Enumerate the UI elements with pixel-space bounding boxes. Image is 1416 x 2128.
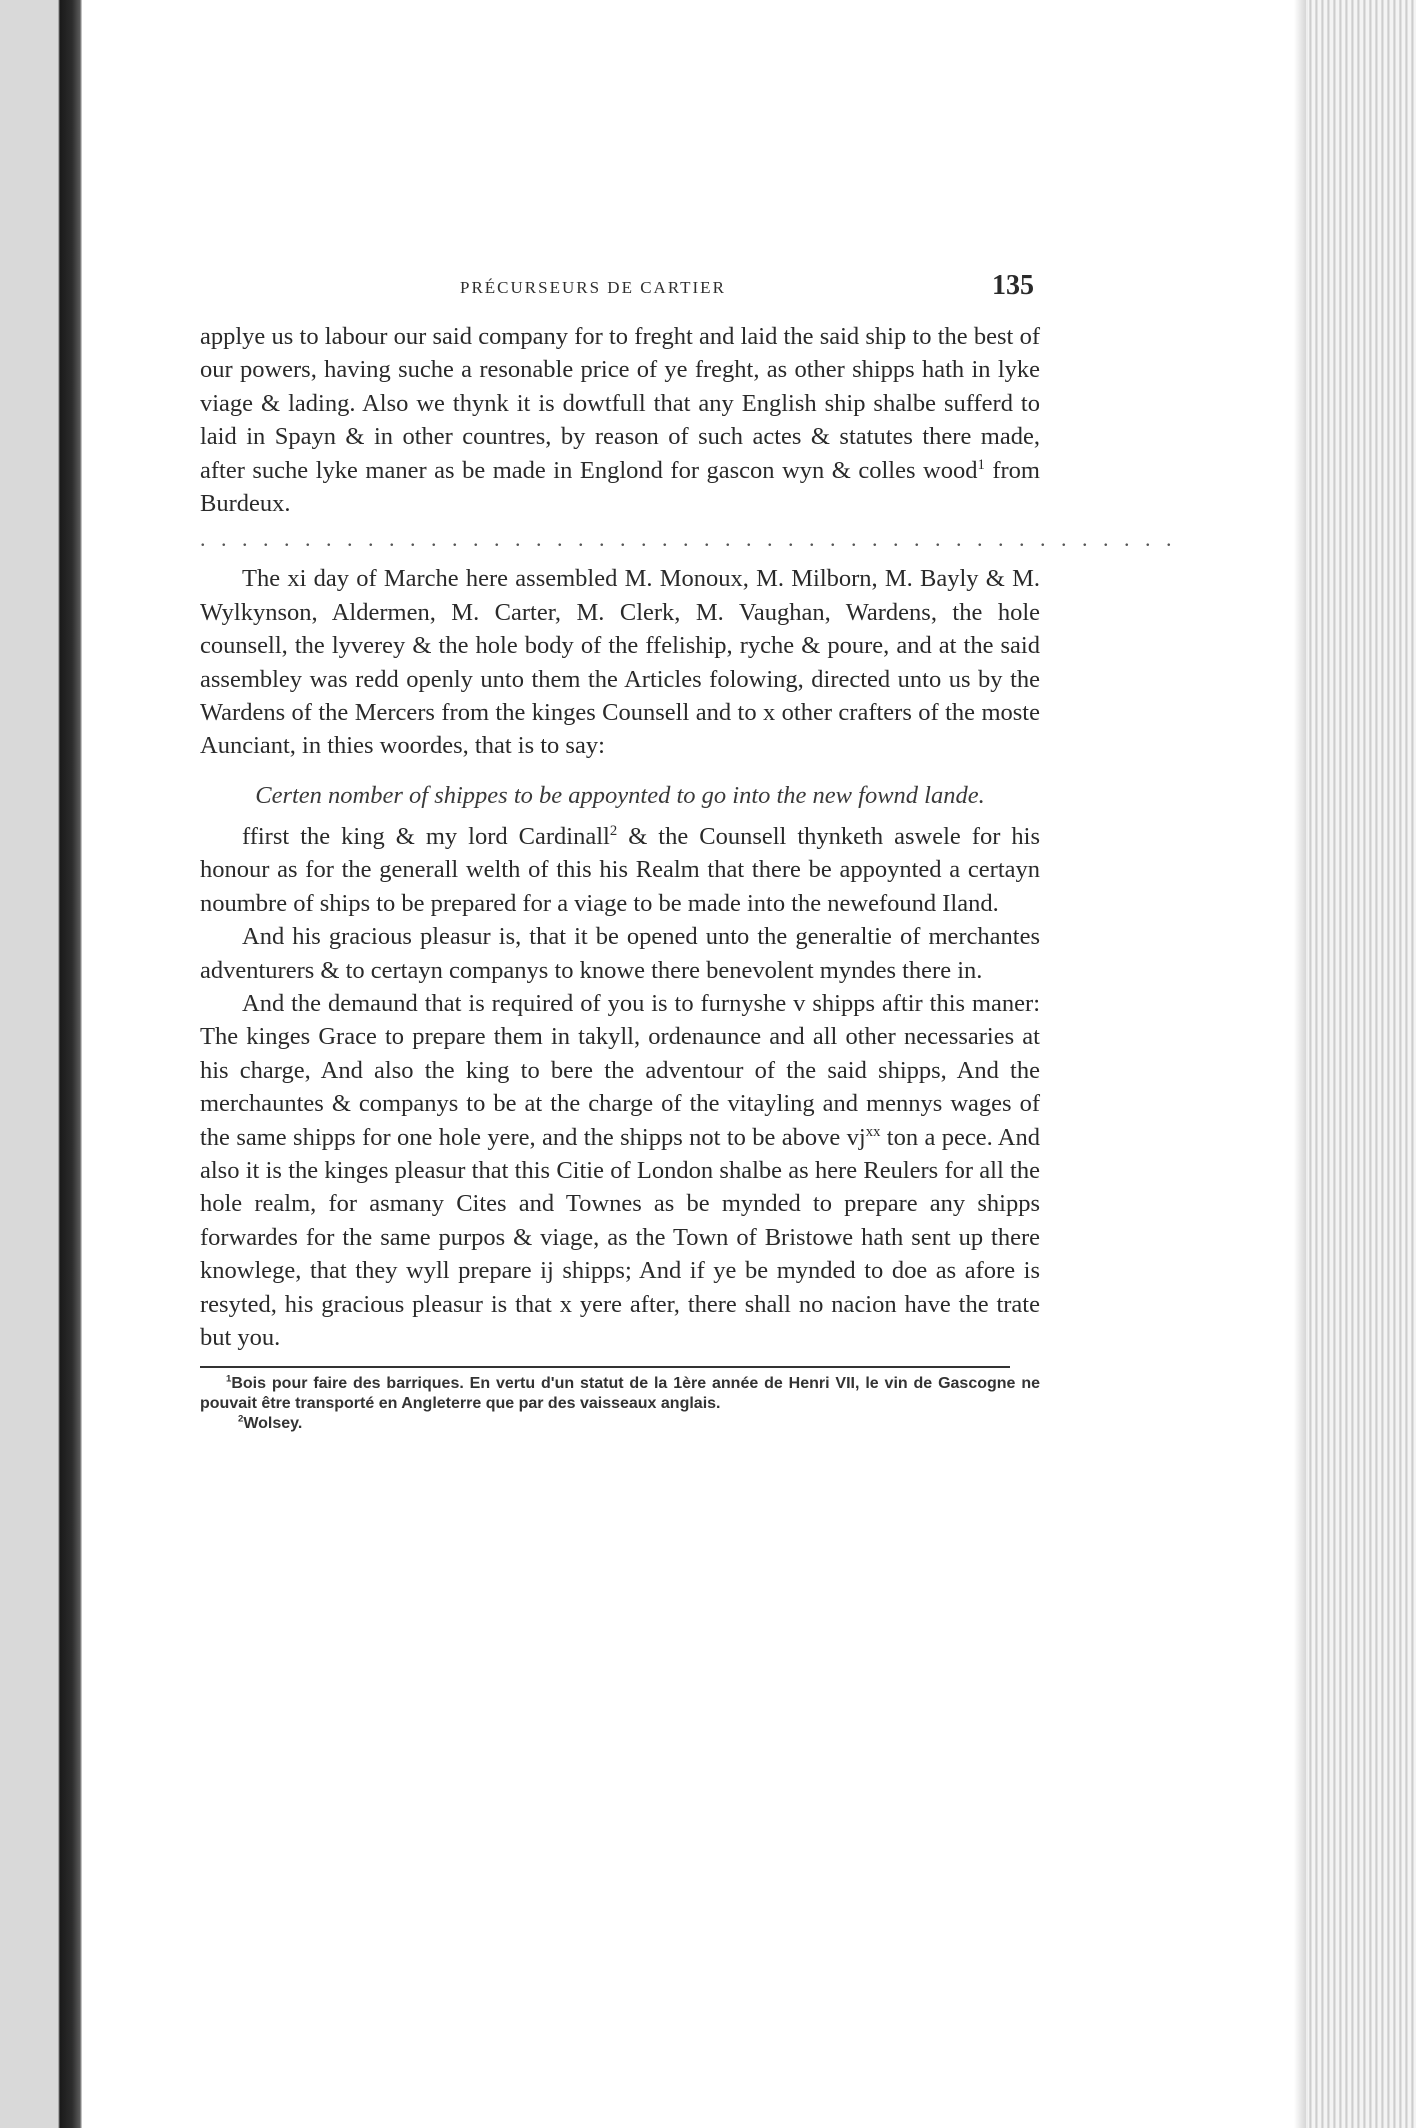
footnote-1-text: Bois pour faire des barriques. En vertu d'un statut de la 1ère année de Henri VII, le vin de Gascogne ne pouvait être transporté en Angleterre que par des vaisseaux anglais.	[200, 1375, 1040, 1413]
paragraph-1	[200, 320, 1040, 520]
paragraph-3-end: & the Counsell thynketh aswele for his honour as for the generall welth of this his Realm that there be appoynted a certayn noumbre of ships to be prepared for a viage to be made into the newefound Iland.	[200, 822, 1041, 917]
running-title: PRÉCURSEURS DE CARTIER	[460, 278, 726, 297]
running-head	[200, 270, 1040, 320]
ellipsis-line: . . . . . . . . . . . . . . . . . . . . . . . . . . . . . . . . . . . . . . . . . . . . . . .	[200, 526, 1177, 552]
footnotes	[200, 1374, 1040, 1434]
book-page	[200, 270, 1177, 1434]
paragraph-4: And his gracious pleasur is, that it be opened unto the generaltie of merchantes adventurers & to certayn companys to knowe there benevolent myndes there in.	[200, 923, 1040, 984]
paragraph-5-end: ton a pece. And also it is the kinges pleasur that this Citie of London shalbe as here Reulers for all the hole realm, for asmany Cites and Townes as be mynded to prepare any shipps forwardes for the same purpos & viage, as the Town of Bristowe hath sent up there knowlege, that they wyll prepare ij shipps; And if ye be mynded to doe as afore is resyted, his gracious pleasur is that x yere after, there shall no nacion have the trate but you.	[200, 1123, 1040, 1351]
paragraph-1-text: applye us to labour our said company for to freght and laid the said ship to the best of our powers, having suche a resonable price of ye freght, as other shipps hath in lyke viage & lading. Also we thynk it is dowtfull that any English ship shalbe sufferd to laid in Spayn & in other countres, by reason of such actes & statutes there made, after suche lyke maner as be made in Englond for gascon wyn & colles wood	[200, 323, 1040, 484]
section-heading: Certen nomber of shippes to be appoynted to go into the new fownd lande.	[255, 781, 985, 809]
footnote-2-text: Wolsey.	[243, 1415, 303, 1433]
body-text	[200, 320, 1177, 1354]
footnote-ref-2: 2	[609, 822, 618, 839]
page-stack-edge	[1306, 0, 1416, 2128]
book-binding-edge	[0, 0, 82, 2128]
footnote-2	[200, 1414, 1040, 1434]
paragraph-5	[200, 987, 1040, 1354]
paragraph-2: The xi day of Marche here assembled M. Monoux, M. Milborn, M. Bayly & M. Wylkynson, Aldermen, M. Carter, M. Clerk, M. Vaughan, Wardens, the hole counsell, the lyverey & the hole body of the ffeliship, ryche & poure, and at the said assembley was redd openly unto them the Articles folowing, directed unto us by the Wardens of the Mercers from the kinges Counsell and to x other crafters of the moste Aunciant, in thies woordes, that is to say:	[200, 565, 1040, 760]
paragraph-1-end: from Burdeux.	[200, 456, 1040, 518]
paragraph-3-text: ffirst the king & my lord Cardinall	[242, 822, 610, 850]
footnote-1	[200, 1374, 1040, 1414]
superscript-xx: xx	[865, 1123, 881, 1140]
footnote-1-mark: 1	[226, 1374, 232, 1386]
paragraph-3	[200, 820, 1040, 920]
paragraph-5-text: And the demaund that is required of you is to furnyshe v shipps aftir this maner: The kinges Grace to prepare them in takyll, ordenaunce and all other necessaries at his charge, And also the king to bere the adventour of the said shipps, And the merchauntes & companys to be at the charge of the vitayling and mennys wages of the same shipps for one hole yere, and the shipps not to be above vj	[200, 989, 1040, 1151]
footnote-2-mark: 2	[238, 1414, 244, 1426]
footnote-rule	[200, 1366, 1010, 1368]
footnote-ref-1: 1	[977, 456, 985, 473]
page-number: 135	[992, 270, 1034, 301]
